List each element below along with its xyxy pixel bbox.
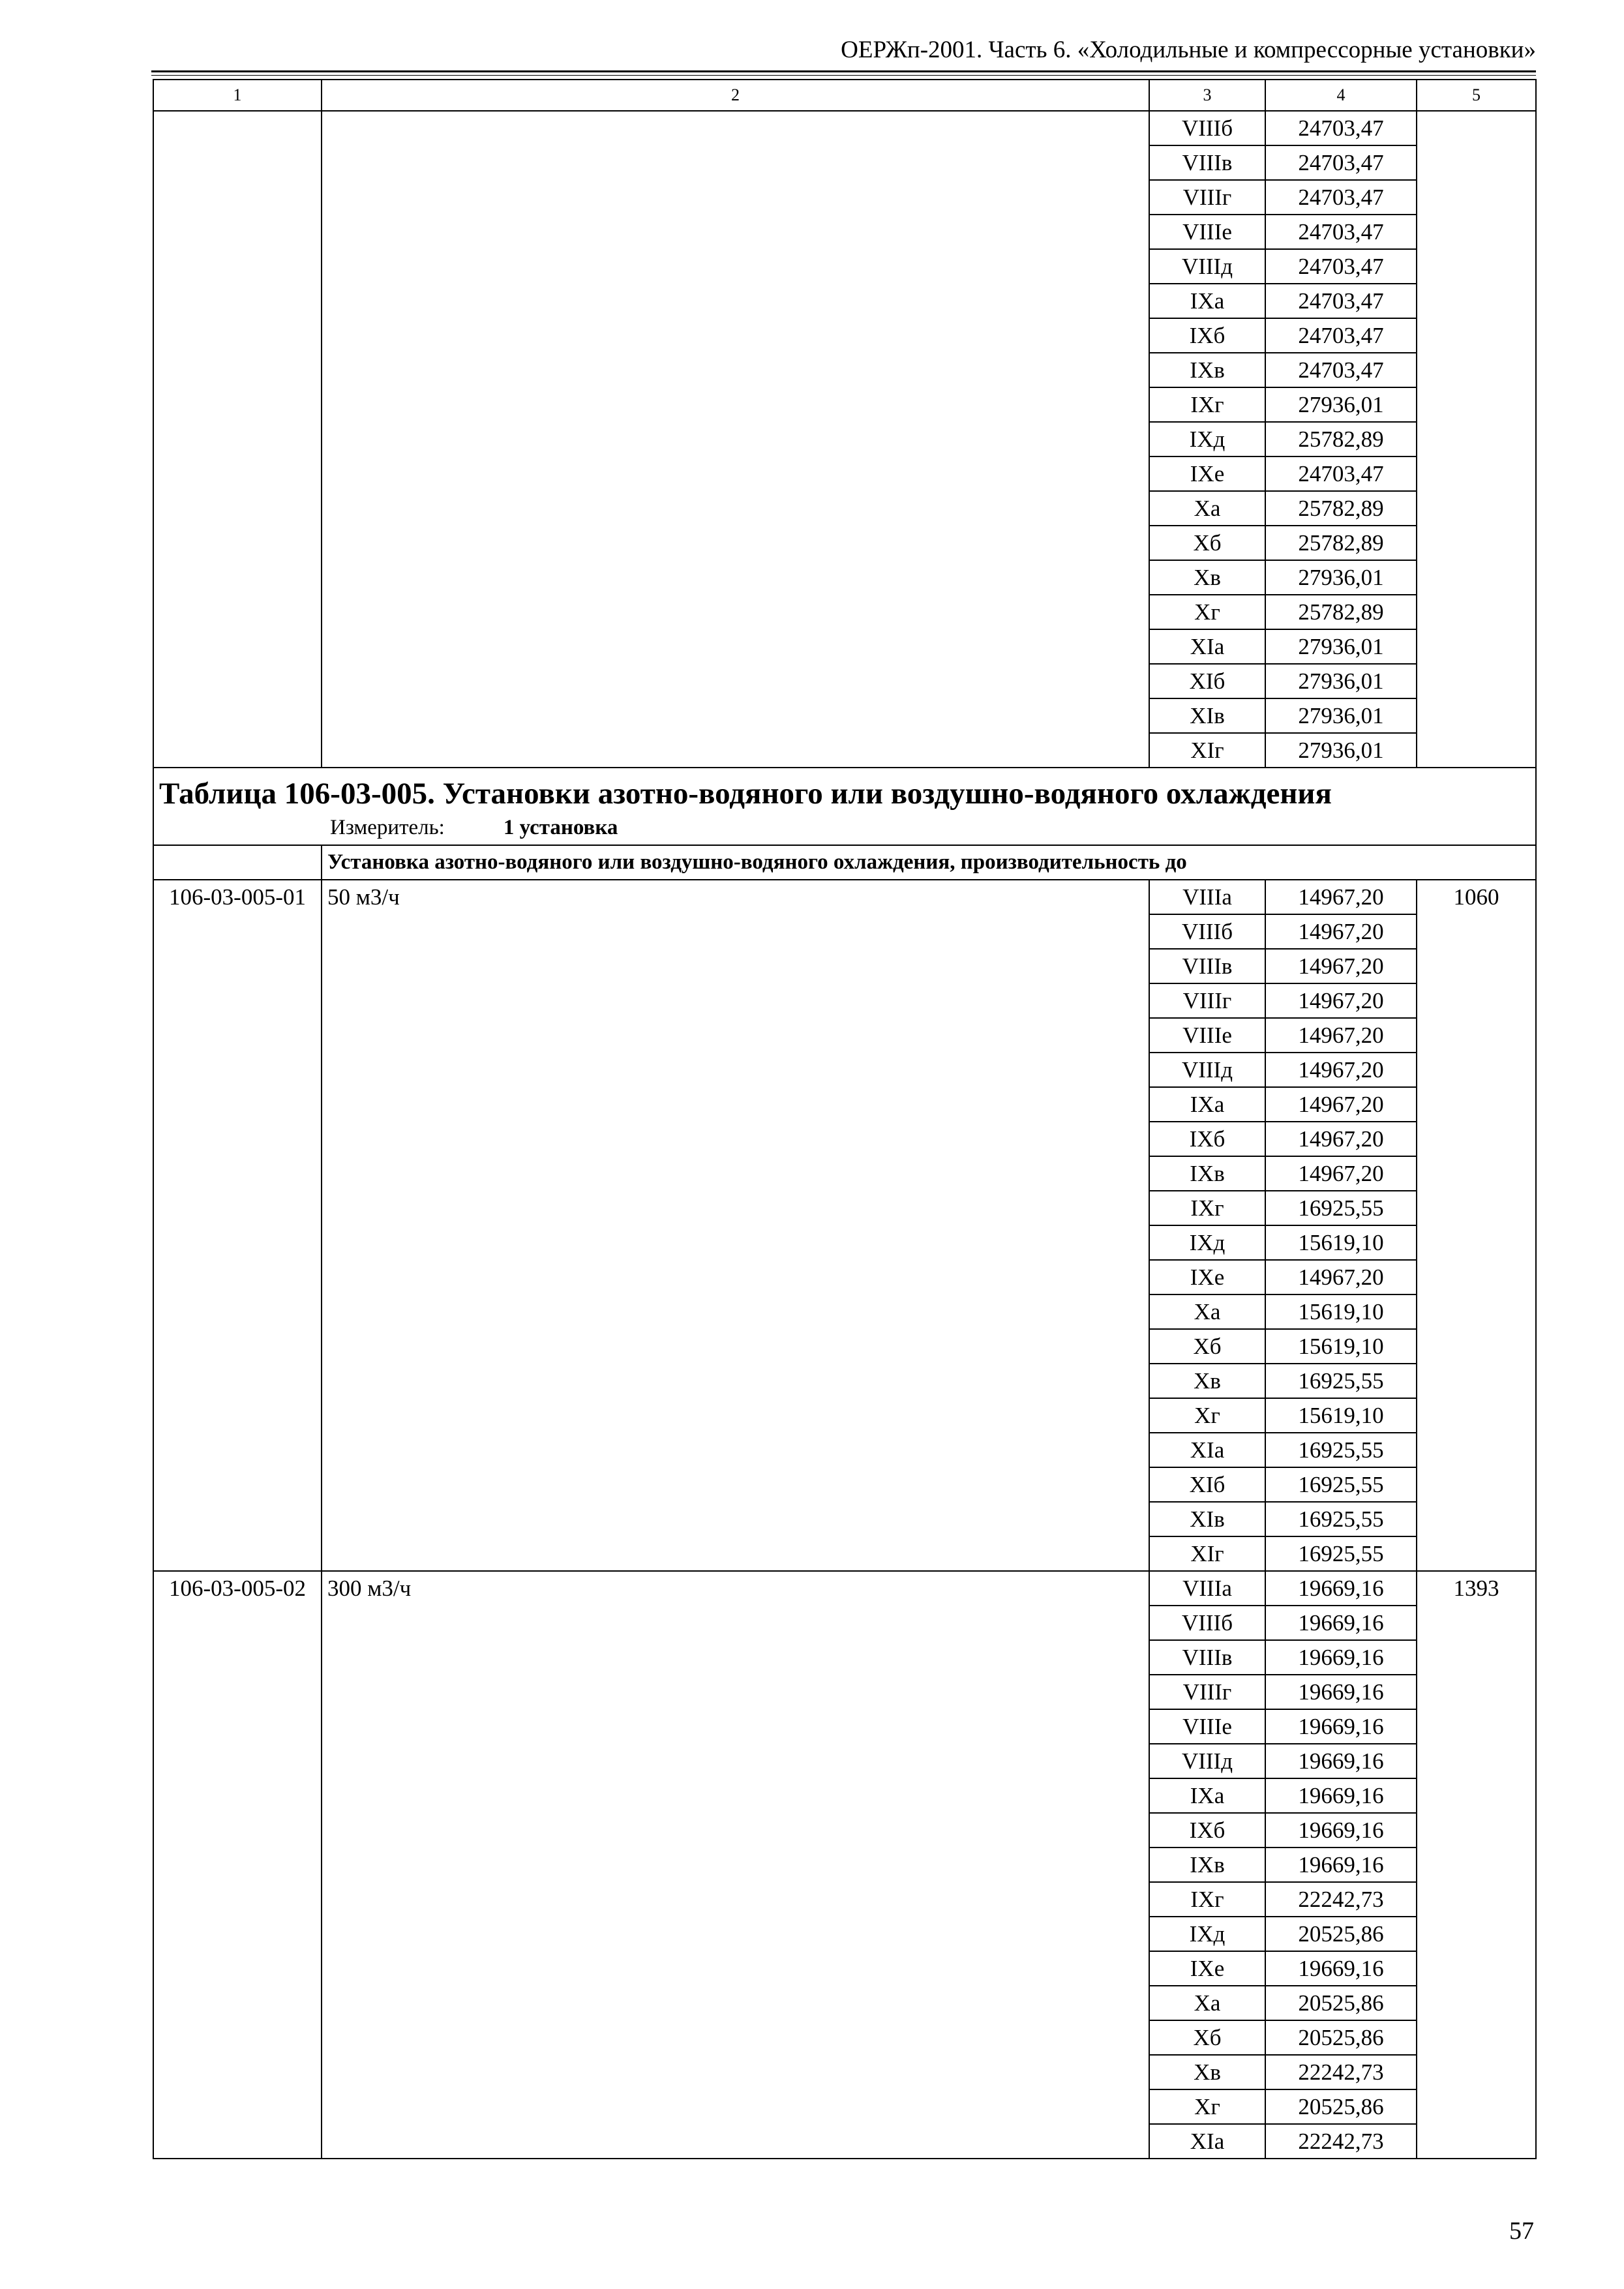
price-cell: 20525,86	[1265, 2020, 1417, 2055]
price-cell: 27936,01	[1265, 560, 1417, 595]
zone-cell: IXб	[1149, 1122, 1265, 1156]
item-name-cell: 300 м3/ч	[322, 1571, 1149, 2159]
price-cell: 16925,55	[1265, 1502, 1417, 1536]
item-code-cell	[153, 111, 322, 768]
zone-cell: IXа	[1149, 1087, 1265, 1122]
zone-cell: Xа	[1149, 1294, 1265, 1329]
zone-cell: Xг	[1149, 1398, 1265, 1433]
section-row	[153, 845, 1536, 880]
zone-cell: IXе	[1149, 1951, 1265, 1986]
zone-cell: Xг	[1149, 595, 1265, 629]
zone-cell: XIа	[1149, 2124, 1265, 2159]
zone-cell: XIг	[1149, 1536, 1265, 1571]
zone-cell: IXг	[1149, 1191, 1265, 1225]
price-cell: 19669,16	[1265, 1606, 1417, 1640]
meter-line	[159, 814, 1530, 842]
zone-cell: Xа	[1149, 1986, 1265, 2020]
price-cell: 24703,47	[1265, 180, 1417, 215]
zone-cell: IXд	[1149, 422, 1265, 456]
column5-cell	[1417, 111, 1536, 768]
price-cell: 19669,16	[1265, 1848, 1417, 1882]
zone-cell: Xа	[1149, 491, 1265, 526]
price-cell: 15619,10	[1265, 1225, 1417, 1260]
price-cell: 14967,20	[1265, 914, 1417, 949]
price-cell: 16925,55	[1265, 1191, 1417, 1225]
zone-cell: XIв	[1149, 698, 1265, 733]
column5-cell: 1393	[1417, 1571, 1536, 2159]
table-row	[153, 111, 1536, 145]
price-cell: 25782,89	[1265, 595, 1417, 629]
price-cell: 22242,73	[1265, 2055, 1417, 2089]
price-cell: 15619,10	[1265, 1294, 1417, 1329]
item-code-cell: 106-03-005-01	[153, 880, 322, 1571]
price-cell: 16925,55	[1265, 1536, 1417, 1571]
price-cell: 24703,47	[1265, 111, 1417, 145]
item-name-cell: 50 м3/ч	[322, 880, 1149, 1571]
table-row	[153, 880, 1536, 914]
zone-cell: VIIIд	[1149, 249, 1265, 284]
zone-cell: VIIIв	[1149, 145, 1265, 180]
zone-cell: IXа	[1149, 1778, 1265, 1813]
price-cell: 24703,47	[1265, 353, 1417, 387]
zone-cell: VIIIе	[1149, 215, 1265, 249]
zone-cell: XIа	[1149, 1433, 1265, 1467]
zone-cell: IXд	[1149, 1917, 1265, 1951]
price-cell: 15619,10	[1265, 1329, 1417, 1364]
price-cell: 19669,16	[1265, 1571, 1417, 1606]
price-cell: 25782,89	[1265, 422, 1417, 456]
price-cell: 14967,20	[1265, 1053, 1417, 1087]
zone-cell: Xб	[1149, 526, 1265, 560]
zone-cell: XIа	[1149, 629, 1265, 664]
page-header-title: ОЕРЖп-2001. Часть 6. «Холодильные и компрессорные установки»	[841, 37, 1536, 63]
zone-cell: IXв	[1149, 1156, 1265, 1191]
zone-cell: IXа	[1149, 284, 1265, 318]
zone-cell: IXг	[1149, 1882, 1265, 1917]
zone-cell: IXг	[1149, 387, 1265, 422]
column-number: 5	[1417, 80, 1536, 111]
price-cell: 14967,20	[1265, 949, 1417, 983]
zone-cell: Xв	[1149, 560, 1265, 595]
price-cell: 24703,47	[1265, 215, 1417, 249]
header-rule-thin	[151, 75, 1536, 76]
zone-cell: XIв	[1149, 1502, 1265, 1536]
table-title: Таблица 106-03-005. Установки азотно-водяного или воздушно-водяного охлаждения	[159, 777, 1332, 811]
price-cell: 24703,47	[1265, 249, 1417, 284]
page-number: 57	[1509, 2217, 1534, 2245]
zone-cell: VIIIд	[1149, 1744, 1265, 1778]
header-rule-thick	[151, 70, 1536, 72]
zone-cell: VIIIв	[1149, 1640, 1265, 1675]
price-cell: 14967,20	[1265, 880, 1417, 914]
price-cell: 19669,16	[1265, 1778, 1417, 1813]
zone-cell: VIIIв	[1149, 949, 1265, 983]
meter-value: 1 установка	[503, 816, 618, 840]
price-cell: 14967,20	[1265, 1087, 1417, 1122]
price-cell: 27936,01	[1265, 698, 1417, 733]
column-number: 4	[1265, 80, 1417, 111]
column5-cell: 1060	[1417, 880, 1536, 1571]
price-cell: 16925,55	[1265, 1467, 1417, 1502]
zone-cell: VIIIг	[1149, 1675, 1265, 1709]
price-cell: 24703,47	[1265, 284, 1417, 318]
price-cell: 14967,20	[1265, 1122, 1417, 1156]
table-title-row	[153, 768, 1536, 845]
zone-cell: IXб	[1149, 1813, 1265, 1848]
price-cell: 20525,86	[1265, 2089, 1417, 2124]
price-cell: 27936,01	[1265, 629, 1417, 664]
price-cell: 14967,20	[1265, 1018, 1417, 1053]
zone-cell: Xб	[1149, 2020, 1265, 2055]
zone-cell: VIIIа	[1149, 1571, 1265, 1606]
column-number-row	[153, 80, 1536, 111]
zone-cell: VIIIг	[1149, 180, 1265, 215]
zone-cell: VIIIд	[1149, 1053, 1265, 1087]
price-cell: 14967,20	[1265, 1156, 1417, 1191]
price-cell: 16925,55	[1265, 1364, 1417, 1398]
item-name-cell	[322, 111, 1149, 768]
zone-cell: VIIIб	[1149, 1606, 1265, 1640]
table-row	[153, 1571, 1536, 1606]
price-cell: 19669,16	[1265, 1709, 1417, 1744]
price-table	[153, 79, 1537, 2159]
price-cell: 22242,73	[1265, 2124, 1417, 2159]
zone-cell: Xг	[1149, 2089, 1265, 2124]
price-cell: 19669,16	[1265, 1951, 1417, 1986]
price-cell: 16925,55	[1265, 1433, 1417, 1467]
zone-cell: IXв	[1149, 1848, 1265, 1882]
price-cell: 25782,89	[1265, 526, 1417, 560]
column-number: 3	[1149, 80, 1265, 111]
price-cell: 19669,16	[1265, 1675, 1417, 1709]
zone-cell: VIIIб	[1149, 111, 1265, 145]
zone-cell: XIб	[1149, 1467, 1265, 1502]
price-cell: 20525,86	[1265, 1986, 1417, 2020]
price-cell: 19669,16	[1265, 1640, 1417, 1675]
zone-cell: VIIIг	[1149, 983, 1265, 1018]
zone-cell: Xв	[1149, 2055, 1265, 2089]
table-title-cell	[153, 768, 1536, 845]
zone-cell: XIб	[1149, 664, 1265, 698]
zone-cell: IXе	[1149, 456, 1265, 491]
zone-cell: VIIIб	[1149, 914, 1265, 949]
price-cell: 24703,47	[1265, 456, 1417, 491]
price-cell: 25782,89	[1265, 491, 1417, 526]
zone-cell: VIIIе	[1149, 1709, 1265, 1744]
price-cell: 15619,10	[1265, 1398, 1417, 1433]
section-empty-cell	[153, 845, 322, 880]
price-cell: 19669,16	[1265, 1744, 1417, 1778]
price-cell: 19669,16	[1265, 1813, 1417, 1848]
price-cell: 14967,20	[1265, 1260, 1417, 1294]
zone-cell: VIIIе	[1149, 1018, 1265, 1053]
zone-cell: XIг	[1149, 733, 1265, 768]
zone-cell: IXе	[1149, 1260, 1265, 1294]
price-cell: 24703,47	[1265, 318, 1417, 353]
column-number: 2	[322, 80, 1149, 111]
zone-cell: Xб	[1149, 1329, 1265, 1364]
meter-label: Измеритель:	[330, 816, 445, 840]
zone-cell: IXд	[1149, 1225, 1265, 1260]
price-cell: 20525,86	[1265, 1917, 1417, 1951]
item-code-cell: 106-03-005-02	[153, 1571, 322, 2159]
price-cell: 24703,47	[1265, 145, 1417, 180]
zone-cell: Xв	[1149, 1364, 1265, 1398]
zone-cell: IXв	[1149, 353, 1265, 387]
price-cell: 22242,73	[1265, 1882, 1417, 1917]
price-cell: 14967,20	[1265, 983, 1417, 1018]
price-cell: 27936,01	[1265, 387, 1417, 422]
column-number: 1	[153, 80, 322, 111]
price-cell: 27936,01	[1265, 733, 1417, 768]
section-heading: Установка азотно-водяного или воздушно-водяного охлаждения, производительность до	[322, 845, 1536, 880]
zone-cell: VIIIа	[1149, 880, 1265, 914]
zone-cell: IXб	[1149, 318, 1265, 353]
price-cell: 27936,01	[1265, 664, 1417, 698]
